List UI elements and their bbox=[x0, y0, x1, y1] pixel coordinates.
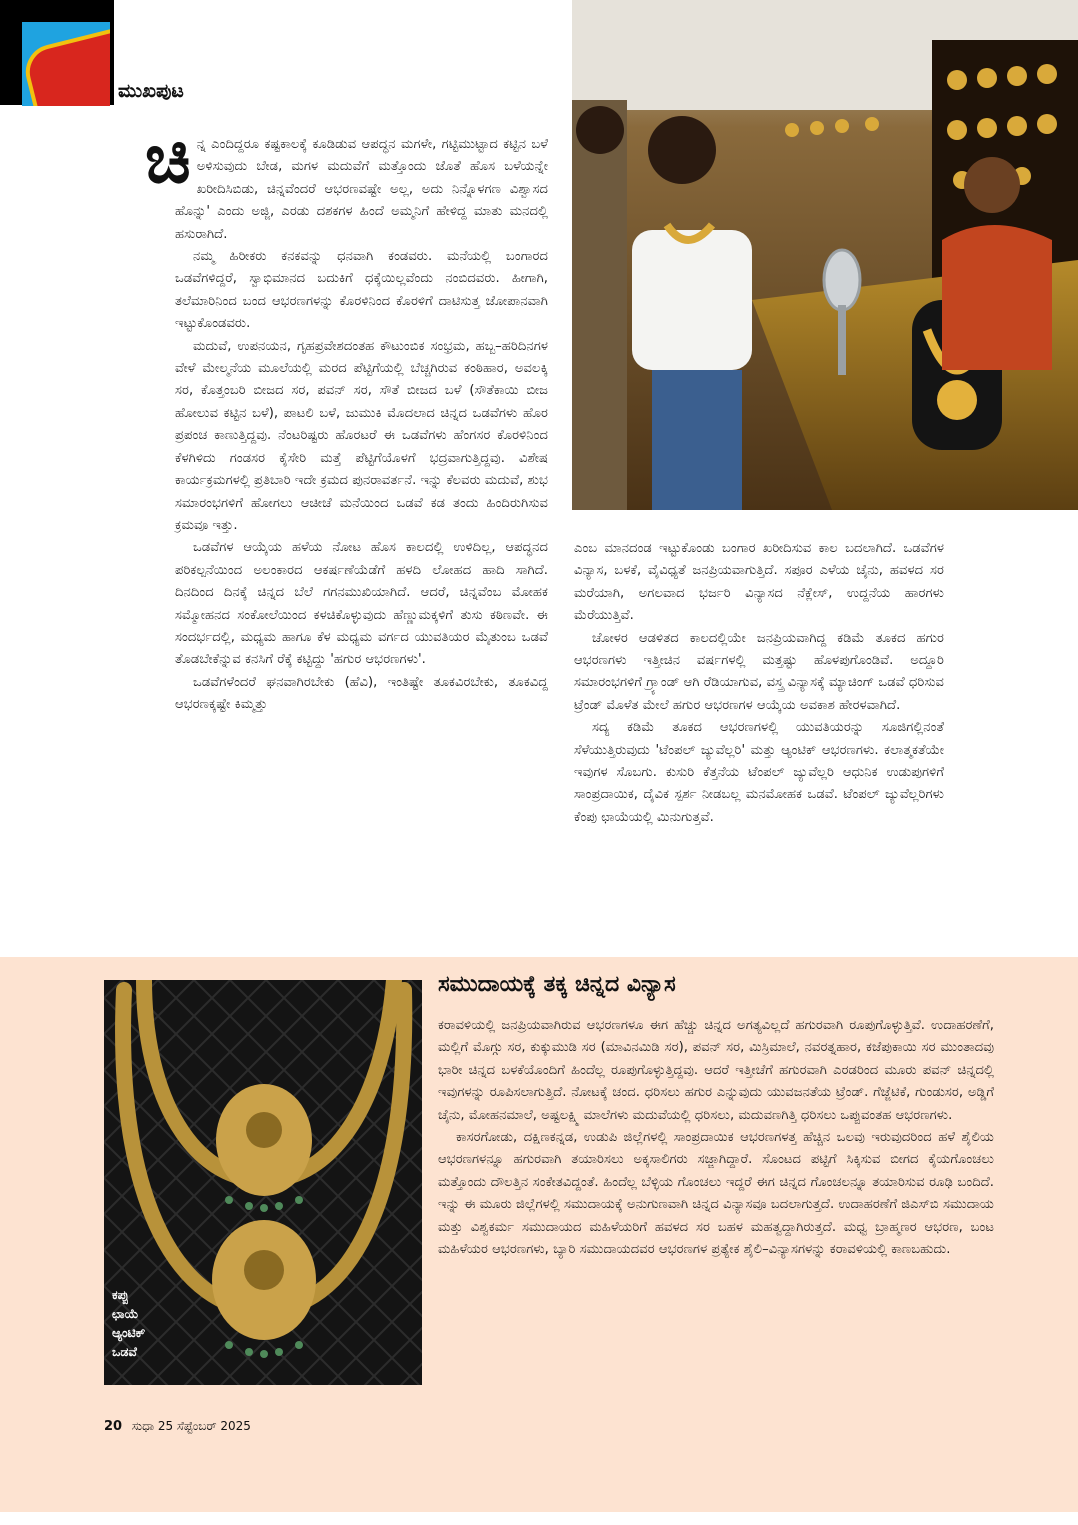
logo-art bbox=[22, 22, 110, 106]
article-paragraph: ಮದುವೆ, ಉಪನಯನ, ಗೃಹಪ್ರವೇಶದಂತಹ ಕೌಟುಂಬಿಕ ಸಂಭ್ರಮ, ಹಬ್ಬ–ಹರಿದಿನಗಳ ವೇಳೆ ಮೇಲ್ಮನೆಯ ಮೂಲೆಯಲ್ಲಿ ಮರದ ಪೆಟ್ಟಿಗೆಯಲ್ಲಿ ಬೆಚ್ಚಗಿರುವ ಕಂಠಿಹಾರ, ಅವಲಕ್ಕಿ ಸರ, ಕೊತ್ತಂಬರಿ ಬೀಜದ ಸರ, ಪವನ್ ಸರ, ಸೌತೆ ಬೀಜದ ಬಳೆ (ಸೌತೆಕಾಯಿ ಬೀಜ ಹೋಲುವ ಕಟ್ಟಿನ ಬಳೆ), ಪಾಟಲಿ ಬಳೆ, ಜುಮುಕಿ ಮೊದಲಾದ ಚಿನ್ನದ ಒಡವೆಗಳು ಹೊರ ಪ್ರಪಂಚ ಕಾಣುತ್ತಿದ್ದವು. ನೆಂಟರಿಷ್ಟರು ಹೊರಟರೆ ಈ ಒಡವೆಗಳು ಹೆಂಗಸರ ಕೊರಳಿನಿಂದ ಕೆಳಗಿಳಿದು ಗಂಡಸರ ಕೈಸೇರಿ ಮತ್ತೆ ಪೆಟ್ಟಿಗೆಯೊಳಗೆ ಭದ್ರವಾಗುತ್ತಿದ್ದವು. ವಿಶೇಷ ಕಾರ್ಯಕ್ರಮಗಳಲ್ಲಿ ಪ್ರತಿಬಾರಿ ಇದೇ ಕ್ರಮದ ಪುನರಾವರ್ತನೆ. ಇನ್ನು ಕೆಲವರು ಮದುವೆ, ಶುಭ ಸಮಾರಂಭಗಳಿಗೆ ಹೋಗಲು ಆಚೀಚೆ ಮನೆಯಿಂದ ಒಡವೆ ಕಡ ತಂದು ಹಿಂದಿರುಗಿಸುವ ಕ್ರಮವೂ ಇತ್ತು. bbox=[175, 338, 548, 533]
article-paragraph: ನ್ನ ಎಂದಿದ್ದರೂ ಕಷ್ಟಕಾಲಕ್ಕೆ ಕೂಡಿಡುವ ಆಪದ್ಧನ ಮಗಳೇ, ಗಟ್ಟಿಮುಟ್ಟಾದ ಕಟ್ಟಿನ ಬಳೆ ಅಳಿಸುವುದು ಬೇಡ, ಮಗಳ ಮದುವೆಗೆ ಮತ್ತೊಂದು ಜೊತೆ ಹೊಸ ಬಳೆಯನ್ನೇ ಖರೀದಿಸಿಬಿಡು, ಚಿನ್ನವೆಂದರೆ ಆಭರಣವಷ್ಟೇ ಅಲ್ಲ, ಅದು ನಿನ್ನೊಳಗಣ ವಿಶ್ವಾಸದ ಹೊನ್ನು' ಎಂದು ಅಜ್ಜಿ, ಎರಡು ದಶಕಗಳ ಹಿಂದೆ ಅಮ್ಮನಿಗೆ ಹೇಳಿದ್ದ ಮಾತು ಮನದಲ್ಲಿ ಹಸುರಾಗಿದೆ. bbox=[175, 137, 548, 242]
article-column-2 bbox=[574, 538, 944, 829]
caption-line: ಕಪ್ಪು bbox=[112, 1287, 129, 1302]
page-number: 20 bbox=[104, 1419, 123, 1434]
article-paragraph: ನಮ್ಮ ಹಿರೀಕರು ಕನಕವನ್ನು ಧನವಾಗಿ ಕಂಡವರು. ಮನೆಯಲ್ಲಿ ಬಂಗಾರದ ಒಡವೆಗಳಿದ್ದರೆ, ಸ್ವಾಭಿಮಾನದ ಬದುಕಿಗೆ ಧಕ್ಕೆಯಿಲ್ಲವೆಂದು ನಂಬಿದವರು. ಹೀಗಾಗಿ, ತಲೆಮಾರಿನಿಂದ ಬಂದ ಆಭರಣಗಳನ್ನು ಕೊರಳಿನಿಂದ ಕೊರಳಿಗೆ ದಾಟಿಸುತ್ತ ಜೋಪಾನವಾಗಿ ಇಟ್ಟುಕೊಂಡವರು. bbox=[175, 249, 548, 332]
jewellery-shop-photo bbox=[572, 0, 1078, 510]
article-column-1 bbox=[145, 120, 548, 717]
magazine-logo bbox=[0, 0, 114, 105]
caption-line: ಆ್ಯಂಟಿಕ್ bbox=[112, 1325, 146, 1340]
page-bottom-edge bbox=[0, 1512, 1078, 1525]
antique-necklace-photo bbox=[104, 980, 422, 1385]
article-paragraph: ಸದ್ಯ ಕಡಿಮೆ ತೂಕದ ಆಭರಣಗಳಲ್ಲಿ ಯುವತಿಯರನ್ನು ಸೂಜಿಗಲ್ಲಿನಂತೆ ಸೆಳೆಯುತ್ತಿರುವುದು 'ಟೆಂಪಲ್ ಜ್ಯುವೆಲ್ಲರಿ' ಮತ್ತು ಆ್ಯಂಟಿಕ್ ಆಭರಣಗಳು. ಕಲಾತ್ಮಕತೆಯೇ ಇವುಗಳ ಸೊಬಗು. ಕುಸುರಿ ಕೆತ್ತನೆಯ ಟೆಂಪಲ್ ಜ್ಯುವೆಲ್ಲರಿ ಆಧುನಿಕ ಉಡುಪುಗಳಿಗೆ ಸಾಂಪ್ರದಾಯಿಕ, ದೈವಿಕ ಸ್ಪರ್ಶ ನೀಡಬಲ್ಲ ಮನಮೋಹಕ ಒಡವೆ. ಟೆಂಪಲ್ ಜ್ಯುವೆಲ್ಲರಿಗಳು ಕೆಂಪು ಛಾಯೆಯಲ್ಲಿ ಮಿನುಗುತ್ತವೆ. bbox=[574, 720, 944, 825]
sidebar-paragraph: ಕರಾವಳಿಯಲ್ಲಿ ಜನಪ್ರಿಯವಾಗಿರುವ ಆಭರಣಗಳೂ ಈಗ ಹೆಚ್ಚು ಚಿನ್ನದ ಅಗತ್ಯವಿಲ್ಲದೆ ಹಗುರವಾಗಿ ರೂಪುಗೊಳ್ಳುತ್ತಿವೆ. ಉದಾಹರಣೆಗೆ, ಮಲ್ಲಿಗೆ ಮೊಗ್ಗು ಸರ, ಕುಕ್ಕುಮುಡಿ ಸರ (ಮಾವಿನಮಿಡಿ ಸರ), ಪವನ್ ಸರ, ಮಿಸ್ರಿಮಾಲೆ, ನವರತ್ನಹಾರ, ಕಜೆಪುಕಾಯಿ ಸರ ಮುಂತಾದವು ಭಾರೀ ಚಿನ್ನದ ಬಳಕೆಯೊಂದಿಗೆ ಹಿಂದೆಲ್ಲ ರೂಪುಗೊಳ್ಳುತ್ತಿದ್ದವು. ಆದರೆ ಇತ್ತೀಚೆಗೆ ಹಗುರವಾಗಿ ಎರಡರಿಂದ ಮೂರು ಪವನ್ ಚಿನ್ನದಲ್ಲಿ ಇವುಗಳನ್ನು ರೂಪಿಸಲಾಗುತ್ತಿದೆ. ನೋಟಕ್ಕೆ ಚಂದ. ಧರಿಸಲು ಹಗುರ ಎನ್ನುವುದು ಯುವಜನತೆಯ ಟ್ರೆಂಡ್. ಗೆಜ್ಜೆಟಿಕೆ, ಗುಂಡುಸರ, ಅಡ್ಡಿಗೆ ಚೈನು, ಮೋಹನಮಾಲೆ, ಅಷ್ಟಲಕ್ಷ್ಮಿ ಮಾಲೆಗಳು ಮದುವೆಯಲ್ಲಿ ಧರಿಸಲು, ಮದುವಣಗಿತ್ತಿ ಧರಿಸಲು ಒಪ್ಪುವಂತಹ ಆಭರಣಗಳು. bbox=[438, 1018, 994, 1123]
photo-caption bbox=[112, 1285, 145, 1361]
footer-text: ಸುಧಾ 25 ಸೆಪ್ಟೆಂಬರ್ 2025 bbox=[131, 1419, 251, 1433]
article-paragraph: ಒಡವೆಗಳ ಆಯ್ಕೆಯ ಹಳೆಯ ನೋಟ ಹೊಸ ಕಾಲದಲ್ಲಿ ಉಳಿದಿಲ್ಲ, ಆಪದ್ಧನದ ಪರಿಕಲ್ಪನೆಯಿಂದ ಅಲಂಕಾರದ ಆಕರ್ಷಣೆಯೆಡೆಗೆ ಹಳದಿ ಲೋಹದ ಹಾದಿ ಸಾಗಿದೆ. ದಿನದಿಂದ ದಿನಕ್ಕೆ ಚಿನ್ನದ ಬೆಲೆ ಗಗನಮುಖಿಯಾಗಿದೆ. ಆದರೆ, ಚಿನ್ನವೆಂಬ ಮೋಹಕ ಸಮ್ಮೋಹನದ ಸಂಕೋಲೆಯಿಂದ ಕಳಚಿಕೊಳ್ಳುವುದು ಹೆಣ್ಣುಮಕ್ಕಳಿಗೆ ತುಸು ಕಠಿಣವೇ. ಈ ಸಂದರ್ಭದಲ್ಲಿ, ಮಧ್ಯಮ ಹಾಗೂ ಕೆಳ ಮಧ್ಯಮ ವರ್ಗದ ಯುವತಿಯರ ಮೈತುಂಬ ಒಡವೆ ತೊಡಬೇಕೆನ್ನುವ ಕನಸಿಗೆ ರೆಕ್ಕೆ ಕಟ್ಟಿದ್ದು 'ಹಗುರ ಆಭರಣಗಳು'. bbox=[175, 540, 548, 668]
sidebar-title: ಸಮುದಾಯಕ್ಕೆ ತಕ್ಕ ಚಿನ್ನದ ವಿನ್ಯಾಸ bbox=[438, 972, 676, 997]
article-paragraph: ಒಡವೆಗಳೆಂದರೆ ಘನವಾಗಿರಬೇಕು (ಹೆವಿ), ಇಂತಿಷ್ಟೇ ತೂಕವಿರಬೇಕು, ತೂಕವಿದ್ದ ಆಭರಣಕ್ಕಷ್ಟೇ ಕಿಮ್ಮತ್ತು bbox=[175, 674, 548, 713]
caption-line: ಒಡವೆ bbox=[112, 1344, 137, 1359]
article-paragraph: ಎಂಬ ಮಾನದಂಡ ಇಟ್ಟುಕೊಂಡು ಬಂಗಾರ ಖರೀದಿಸುವ ಕಾಲ ಬದಲಾಗಿದೆ. ಒಡವೆಗಳ ವಿನ್ಯಾಸ, ಬಳಕೆ, ವೈವಿಧ್ಯತೆ ಜನಪ್ರಿಯವಾಗುತ್ತಿದೆ. ಸಪೂರ ಎಳೆಯ ಚೈನು, ಹವಳದ ಸರ ಮರೆಯಾಗಿ, ಅಗಲವಾದ ಭರ್ಜರಿ ವಿನ್ಯಾಸದ ನೆಕ್ಲೇಸ್, ಉದ್ದನೆಯ ಹಾರಗಳು ಮೆರೆಯುತ್ತಿವೆ. bbox=[574, 541, 944, 624]
sidebar-paragraph: ಕಾಸರಗೋಡು, ದಕ್ಷಿಣಕನ್ನಡ, ಉಡುಪಿ ಜಿಲ್ಲೆಗಳಲ್ಲಿ ಸಾಂಪ್ರದಾಯಿಕ ಆಭರಣಗಳತ್ತ ಹೆಚ್ಚಿನ ಒಲವು ಇರುವುದರಿಂದ ಹಳೆ ಶೈಲಿಯ ಆಭರಣಗಳನ್ನೂ ಹಗುರವಾಗಿ ತಯಾರಿಸಲು ಅಕ್ಕಸಾಲಿಗರು ಸಜ್ಜಾಗಿದ್ದಾರೆ. ಸೊಂಟದ ಪಟ್ಟಿಗೆ ಸಿಕ್ಕಿಸುವ ಬೀಗದ ಕೈಯಗೊಂಚಲು ಮತ್ತೊಂದು ದೌಲತ್ತಿನ ಸಂಕೇತವಿದ್ದಂತೆ. ಹಿಂದೆಲ್ಲ ಬೆಳ್ಳಿಯ ಗೊಂಚಲು ಇದ್ದರೆ ಈಗ ಚಿನ್ನದ ಗೊಂಚಲನ್ನೂ ತಯಾರಿಸುವ ರೂಢಿ ಬಂದಿದೆ. ಇನ್ನು ಈ ಮೂರು ಜಿಲ್ಲೆಗಳಲ್ಲಿ ಸಮುದಾಯಕ್ಕೆ ಅನುಗುಣವಾಗಿ ಚಿನ್ನದ ವಿನ್ಯಾಸವೂ ಬದಲಾಗುತ್ತದೆ. ಉದಾಹರಣೆಗೆ ಜಿಎಸ್‌ಬಿ ಸಮುದಾಯ ಮತ್ತು ವಿಶ್ವಕರ್ಮ ಸಮುದಾಯದ ಮಹಿಳೆಯರಿಗೆ ಹವಳದ ಸರ ಬಹಳ ಮಹತ್ವದ್ದಾಗಿರುತ್ತದೆ. ಮಧ್ವ ಬ್ರಾಹ್ಮಣರ ಆಭರಣ, ಬಂಟ ಮಹಿಳೆಯರ ಆಭರಣಗಳು, ಬ್ಯಾರಿ ಸಮುದಾಯದವರ ಆಭರಣಗಳ ಪ್ರತ್ಯೇಕ ಶೈಲಿ–ವಿನ್ಯಾಸಗಳನ್ನು ಕರಾವಳಿಯಲ್ಲಿ ಕಾಣಬಹುದು. bbox=[438, 1130, 994, 1258]
page-footer bbox=[104, 1419, 251, 1434]
caption-line: ಛಾಯೆ bbox=[112, 1306, 139, 1321]
sidebar-text bbox=[438, 1015, 994, 1261]
dropcap: ಚಿ bbox=[145, 120, 191, 199]
article-paragraph: ಚೋಳರ ಆಡಳಿತದ ಕಾಲದಲ್ಲಿಯೇ ಜನಪ್ರಿಯವಾಗಿದ್ದ ಕಡಿಮೆ ತೂಕದ ಹಗುರ ಆಭರಣಗಳು ಇತ್ತೀಚಿನ ವರ್ಷಗಳಲ್ಲಿ ಮತ್ತಷ್ಟು ಹೊಳಪುಗೊಂಡಿವೆ. ಅದ್ದೂರಿ ಸಮಾರಂಭಗಳಿಗೆ ಗ್ರ್ಯಾಂಡ್ ಆಗಿ ರೆಡಿಯಾಗುವ, ವಸ್ತ್ರ ವಿನ್ಯಾಸಕ್ಕೆ ಮ್ಯಾಚಿಂಗ್ ಒಡವೆ ಧರಿಸುವ ಟ್ರೆಂಡ್ ಮೊಳೆತ ಮೇಲೆ ಹಗುರ ಆಭರಣಗಳ ಆಯ್ಕೆಯ ಅವಕಾಶ ಹೇರಳವಾಗಿದೆ. bbox=[574, 630, 944, 713]
section-label: ಮುಖಪುಟ bbox=[118, 80, 184, 102]
